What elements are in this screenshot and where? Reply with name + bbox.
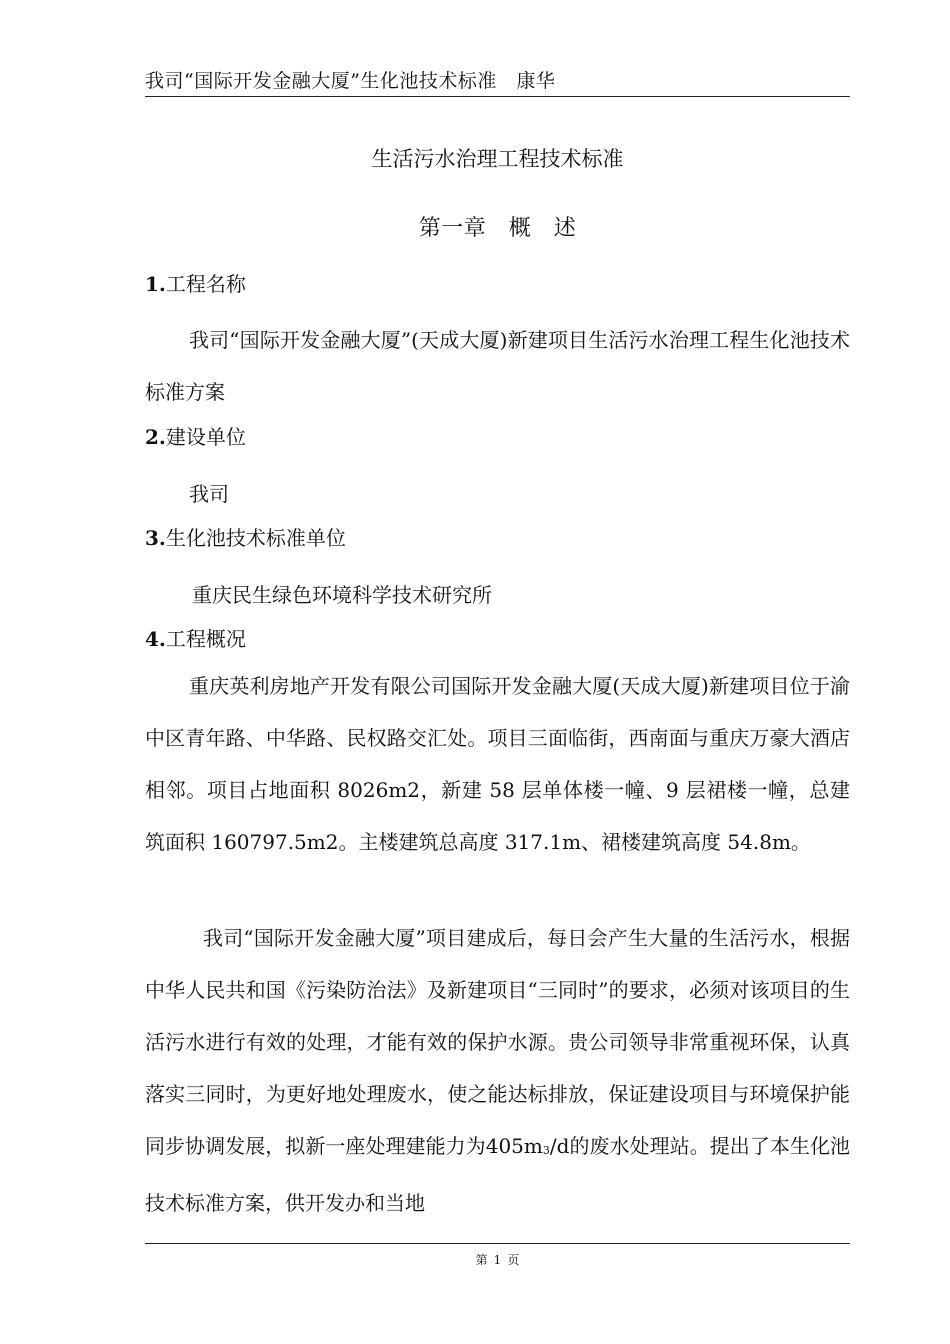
section-heading-2 [145, 421, 246, 450]
page-footer [145, 1243, 850, 1268]
header-text: 我司“国际开发金融大厦”生化池技术标准 康华 [145, 70, 556, 92]
section-number: 3. [145, 526, 166, 550]
section-heading-text: 生化池技术标准单位 [165, 526, 346, 550]
section-heading-text: 工程概况 [165, 627, 246, 651]
section-number: 4. [145, 627, 166, 651]
section-body-4b [145, 912, 850, 1229]
section-number: 1. [145, 272, 166, 296]
body-text: 我司“国际开发金融大厦”项目建成后，每日会产生大量的生活污水，根据中华人民共和国《污染防治法》及新建项目“三同时”的要求，必须对该项目的生活污水进行有效的处理，才能有效的保护水源。贵公司领导非常重视环保，认真落实三同时，为更好地处理废水，使之能达标排放，保证建设项目与环境保护能同步协调发展，拟新一座处理建能力为 [145, 926, 850, 1158]
section-heading-1 [145, 268, 246, 297]
page-header [145, 62, 850, 97]
document-title: 生活污水治理工程技术标准 [371, 147, 624, 171]
section-body-2: 我司 [189, 482, 229, 506]
section-body-3: 重庆民生绿色环境科学技术研究所 [192, 583, 492, 607]
section-heading-3 [145, 522, 346, 551]
section-heading-text: 工程名称 [165, 272, 246, 296]
capacity-value: 405m [485, 1134, 543, 1158]
capacity-exponent: 3 [542, 1144, 550, 1157]
section-body-1: 我司“国际开发金融大厦”(天成大厦)新建项目生活污水治理工程生化池技术标准方案 [145, 328, 850, 404]
chapter-title: 第一章 概 述 [418, 216, 577, 241]
footer-prefix: 第 [475, 1253, 488, 1267]
body-text-end: /d的废水处理站。提出了本生化池技术标准方案，供开发办和当地 [145, 1134, 851, 1215]
footer-suffix: 页 [507, 1253, 520, 1267]
section-heading-text: 建设单位 [165, 425, 246, 449]
page-number: 1 [493, 1253, 502, 1267]
section-heading-4 [145, 623, 246, 652]
section-body-4: 重庆英利房地产开发有限公司国际开发金融大厦(天成大厦)新建项目位于渝中区青年路、中华路、民权路交汇处。项目三面临街，西南面与重庆万豪大酒店相邻。项目占地面积 8026m2，新建 58 层单体楼一幢、9 层裙楼一幢，总建筑面积 160797.5m2。主楼建筑总高度 317.1m、裙楼建筑高度 54.8m。 [145, 674, 850, 854]
section-number: 2. [145, 425, 166, 449]
